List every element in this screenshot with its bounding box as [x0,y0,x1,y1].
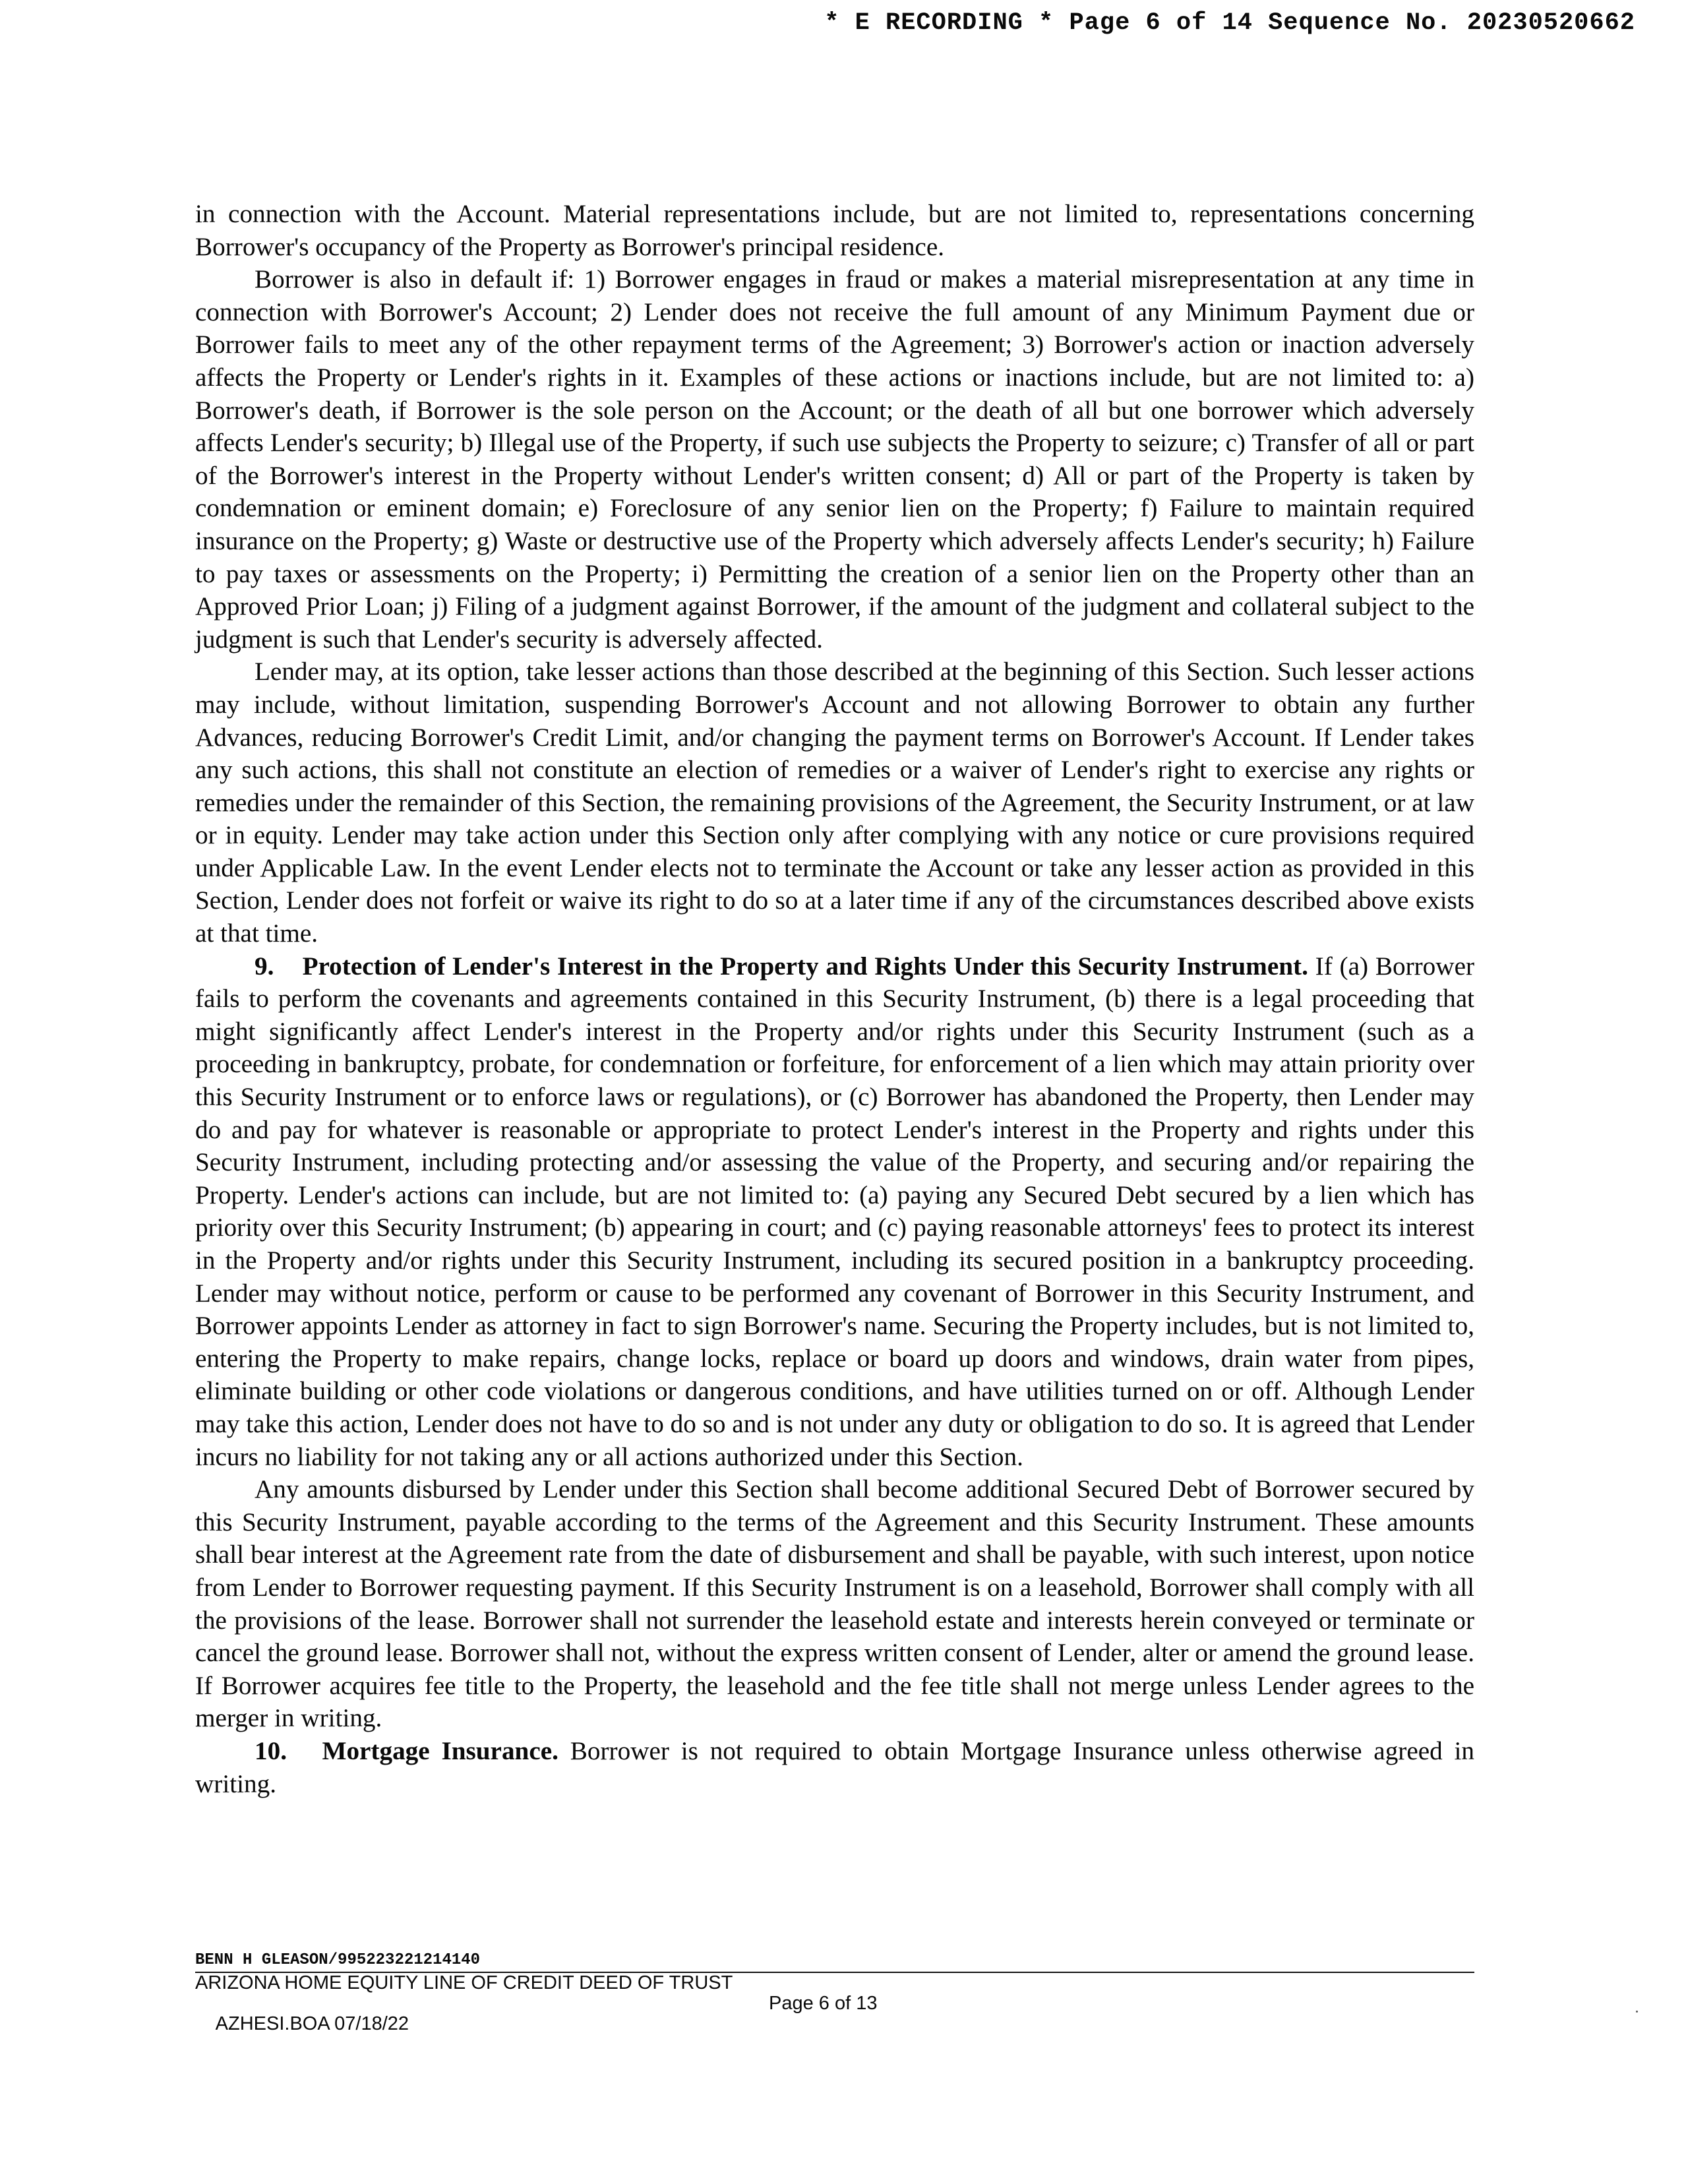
section-10-number: 10. [255,1736,287,1765]
paragraph-default-conditions: Borrower is also in default if: 1) Borrower engages in fraud or makes a material misrepresentation at any time in connection with Borrower's Account; 2) Lender does not receive the full amount of any Minimum Payment due or Borrower fails to meet any of the other repayment terms of the Agreement; 3) Borrower's action or inaction adversely affects the Property or Lender's rights in it. Examples of these actions or inactions include, but are not limited to: a) Borrower's death, if Borrower is the sole person on the Account; or the death of all but one borrower which adversely affects Lender's security; b) Illegal use of the Property, if such use subjects the Property to seizure; c) Transfer of all or part of the Borrower's interest in the Property without Lender's written consent; d) All or part of the Property is taken by condemnation or eminent domain; e) Foreclosure of any senior lien on the Property; f) Failure to maintain required insurance on the Property; g) Waste or destructive use of the Property which adversely affects Lender's security; h) Failure to pay taxes or assessments on the Property; i) Permitting the creation of a senior lien on the Property other than an Approved Prior Loan; j) Filing of a judgment against Borrower, if the amount of the judgment and collateral subject to the judgment is such that Lender's security is adversely affected. [195,265,1474,653]
section-9-text: If (a) Borrower fails to perform the covenants and agreements contained in this Security Instrument, (b) there is a legal proceeding that might significantly affect Lender's interest in the Property and/or rights under this Security Instrument (such as a proceeding in bankruptcy, probate, for condemnation or forfeiture, for enforcement of a lien which may attain priority over this Security Instrument or to enforce laws or regulations), or (c) Borrower has abandoned the Property, then Lender may do and pay for whatever is reasonable or appropriate to protect Lender's interest in the Property and rights under this Security Instrument, including protecting and/or assessing the value of the Property, and securing and/or repairing the Property. Lender's actions can include, but are not limited to: (a) paying any Secured Debt secured by a lien which has priority over this Security Instrument; (b) appearing in court; and (c) paying reasonable attorneys' fees to protect its interest in the Property and/or rights under this Security Instrument, including its secured position in a bankruptcy proceeding. Lender may without notice, perform or cause to be performed any covenant of Borrower in this Security Instrument, and Borrower appoints Lender as attorney in fact to sign Borrower's name. Securing the Property includes, but is not limited to, entering the Property to make repairs, change locks, replace or board up doors and windows, drain water from pipes, eliminate building or other code violations or dangerous conditions, and have utilities turned on or off. Although Lender may take this action, Lender does not have to do so and is not under any duty or obligation to do so. It is agreed that Lender incurs no liability for not taking any or all actions authorized under this Section. [195,952,1475,1471]
section-10-text: Borrower is not required to obtain Mortgage Insurance unless otherwise agreed in writing. [195,1736,1475,1798]
page-number: Page 6 of 13 [769,1993,878,2014]
page-footer [195,1951,1474,2034]
section-9 [195,950,1474,1474]
paragraph-lesser-actions: Lender may, at its option, take lesser actions than those described at the beginning of this Section. Such lesser actions may include, without limitation, suspending Borrower's Account and not allowing Borrower to obtain any further Advances, reducing Borrower's Credit Limit, and/or changing the payment terms on Borrower's Account. If Lender takes any such actions, this shall not constitute an election of remedies or a waiver of Lender's right to exercise any rights or remedies under the remainder of this Section, the remaining provisions of the Agreement, the Security Instrument, or at law or in equity. Lender may take action under this Section only after complying with any notice or cure provisions required under Applicable Law. In the event Lender elects not to terminate the Account or take any lesser action as provided in this Section, Lender does not forfeit or waive its right to do so at a later time if any of the circumstances described above exists at that time. [195,657,1474,948]
document-body [195,198,1474,1800]
form-code-row [195,1993,1474,2034]
section-9-heading: Protection of Lender's Interest in the Property and Rights Under this Security Instrument. [302,952,1308,981]
section-10-heading: Mortgage Insurance. [322,1736,558,1765]
section-9-number: 9. [255,952,274,981]
form-title: ARIZONA HOME EQUITY LINE OF CREDIT DEED OF TRUST [195,1972,733,1993]
recording-stamp: * E RECORDING * Page 6 of 14 Sequence No. 20230520662 [824,9,1635,37]
section-9-continuation: Any amounts disbursed by Lender under this Section shall become additional Secured Debt of Borrower secured by this Security Instrument, payable according to the terms of the Agreement and this Security Instrument. These amounts shall bear interest at the Agreement rate from the date of disbursement and shall be payable, with such interest, upon notice from Lender to Borrower requesting payment. If this Security Instrument is on a leasehold, Borrower shall comply with all the provisions of the lease. Borrower shall not surrender the leasehold estate and interests herein conveyed or terminate or cancel the ground lease. Borrower shall not, without the express written consent of Lender, alter or amend the ground lease. If Borrower acquires fee title to the Property, the leasehold and the fee title shall not merge unless Lender agrees to the merger in writing. [195,1475,1474,1733]
scan-speck [1636,2011,1638,2013]
borrower-id: BENN H GLEASON/995223221214140 [195,1951,481,1969]
form-code: AZHESI.BOA 07/18/22 [215,2013,409,2034]
paragraph-continuation: in connection with the Account. Material representations include, but are not limited to, representations concerning Borrower's occupancy of the Property as Borrower's principal residence. [195,200,1474,261]
section-10 [195,1735,1474,1800]
